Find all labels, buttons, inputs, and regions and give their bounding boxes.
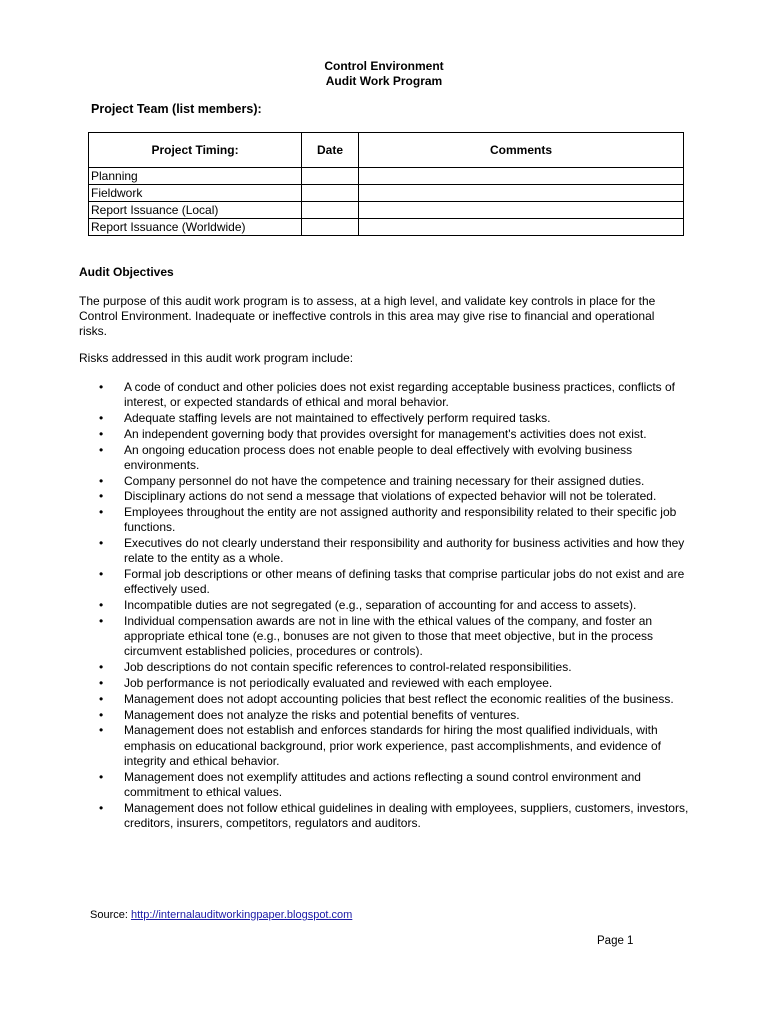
table-row (89, 219, 684, 236)
table-row (89, 168, 684, 185)
list-item (79, 614, 689, 660)
risk-text: Management does not establish and enforces standards for hiring the most qualified individuals, with emphasis on educational background, prior work experience, past accomplishments, and evidence of integrity and ethical behavior. (124, 723, 661, 768)
risk-text: Management does not analyze the risks and potential benefits of ventures. (124, 707, 520, 722)
risk-text: Adequate staffing levels are not maintained to effectively perform required tasks. (124, 411, 551, 425)
list-item (79, 660, 689, 675)
list-item (79, 567, 689, 597)
list-item (79, 676, 689, 691)
bullet-icon: • (99, 660, 104, 675)
audit-objectives-heading: Audit Objectives (79, 265, 174, 279)
bullet-icon: • (99, 489, 104, 504)
risk-text: Company personnel do not have the competence and training necessary for their assigned duties. (124, 473, 645, 488)
list-item (79, 801, 689, 831)
list-item (79, 427, 689, 442)
bullet-icon: • (99, 411, 104, 425)
title-line-2: Audit Work Program (325, 74, 443, 88)
bullet-icon: • (99, 769, 104, 784)
list-item (79, 770, 689, 800)
comments-cell[interactable] (359, 185, 684, 202)
bullet-icon: • (99, 723, 104, 738)
risk-list (79, 380, 689, 832)
list-item (79, 723, 689, 769)
risk-text: A code of conduct and other policies does not exist regarding acceptable business practices, conflicts of interest, or expected standards of ethical and moral behavior. (124, 380, 675, 410)
risk-text: An independent governing body that provides oversight for management's activities does not exist. (124, 426, 647, 441)
risk-text: Job performance is not periodically evaluated and reviewed with each employee. (124, 675, 553, 690)
risk-text: Management does not exemplify attitudes and actions reflecting a sound control environment and commitment to ethical values. (124, 769, 641, 799)
bullet-icon: • (99, 426, 104, 441)
bullet-icon: • (99, 380, 104, 394)
bullet-icon: • (99, 505, 104, 520)
source-label: Source: (90, 909, 131, 921)
risk-text: Employees throughout the entity are not assigned authority and responsibility related to their specific job functions. (124, 505, 677, 535)
date-cell[interactable] (302, 202, 359, 219)
bullet-icon: • (99, 691, 104, 706)
bullet-icon: • (99, 567, 104, 582)
bullet-icon: • (99, 598, 104, 613)
risk-text: Formal job descriptions or other means of defining tasks that comprise particular jobs do not exist and are effectively used. (124, 567, 685, 597)
bullet-icon: • (99, 442, 104, 457)
comments-cell[interactable] (359, 219, 684, 236)
risk-text: Executives do not clearly understand their responsibility and authority for business activities and how they relate to the entity as a whole. (124, 536, 685, 566)
list-item (79, 443, 689, 473)
bullet-icon: • (99, 675, 104, 690)
comments-cell[interactable] (359, 168, 684, 185)
list-item (79, 692, 689, 707)
bullet-icon: • (99, 613, 104, 628)
risk-text: Management does not follow ethical guidelines in dealing with employees, suppliers, customers, investors, creditors, insurers, competitors, regulators and auditors. (124, 800, 689, 830)
date-cell[interactable] (302, 185, 359, 202)
table-row (89, 202, 684, 219)
source-line (90, 909, 352, 921)
bullet-icon: • (99, 473, 104, 488)
risk-text: Incompatible duties are not segregated (e.g., separation of accounting for and access to assets). (124, 598, 637, 613)
list-item (79, 489, 689, 504)
table-header-row (89, 133, 684, 168)
risks-intro: Risks addressed in this audit work program include: (79, 351, 354, 365)
title-line-1: Control Environment (324, 59, 444, 73)
list-item (79, 505, 689, 535)
purpose-paragraph: The purpose of this audit work program is to assess, at a high level, and validate key controls in place for the Control Environment. Inadequate or ineffective controls in this area may give rise to financial and operational risks. (79, 294, 656, 338)
risk-text: An ongoing education process does not enable people to deal effectively with evolving business environments. (124, 442, 633, 472)
risk-text: Job descriptions do not contain specific references to control-related responsibilities. (124, 660, 572, 675)
list-item (79, 380, 689, 410)
list-item (79, 536, 689, 566)
row-label-report-local: Report Issuance (Local) (89, 202, 302, 219)
project-team-label: Project Team (list members): (91, 102, 262, 116)
date-cell[interactable] (302, 219, 359, 236)
header-date: Date (302, 133, 359, 168)
date-cell[interactable] (302, 168, 359, 185)
risk-text: Individual compensation awards are not in line with the ethical values of the company, and foster an appropriate ethical tone (e.g., bonuses are not given to those that meet objective, but in the process circumvent established policies, procedures or controls). (124, 613, 653, 659)
comments-cell[interactable] (359, 202, 684, 219)
risk-text: Management does not adopt accounting policies that best reflect the economic realities of the business. (124, 691, 674, 706)
header-project-timing: Project Timing: (89, 133, 302, 168)
bullet-icon: • (99, 800, 104, 815)
bullet-icon: • (99, 707, 104, 722)
bullet-icon: • (99, 536, 104, 551)
list-item (79, 708, 689, 723)
list-item (79, 411, 689, 426)
row-label-planning: Planning (89, 168, 302, 185)
list-item (79, 474, 689, 489)
header-comments: Comments (359, 133, 684, 168)
risk-text: Disciplinary actions do not send a message that violations of expected behavior will not be tolerated. (124, 489, 657, 504)
row-label-fieldwork: Fieldwork (89, 185, 302, 202)
project-timing-table (88, 132, 684, 236)
row-label-report-worldwide: Report Issuance (Worldwide) (89, 219, 302, 236)
list-item (79, 598, 689, 613)
table-row (89, 185, 684, 202)
page-number: Page 1 (597, 935, 634, 947)
document-title (0, 59, 768, 89)
source-link[interactable]: http://internalauditworkingpaper.blogspot.com (130, 909, 353, 921)
